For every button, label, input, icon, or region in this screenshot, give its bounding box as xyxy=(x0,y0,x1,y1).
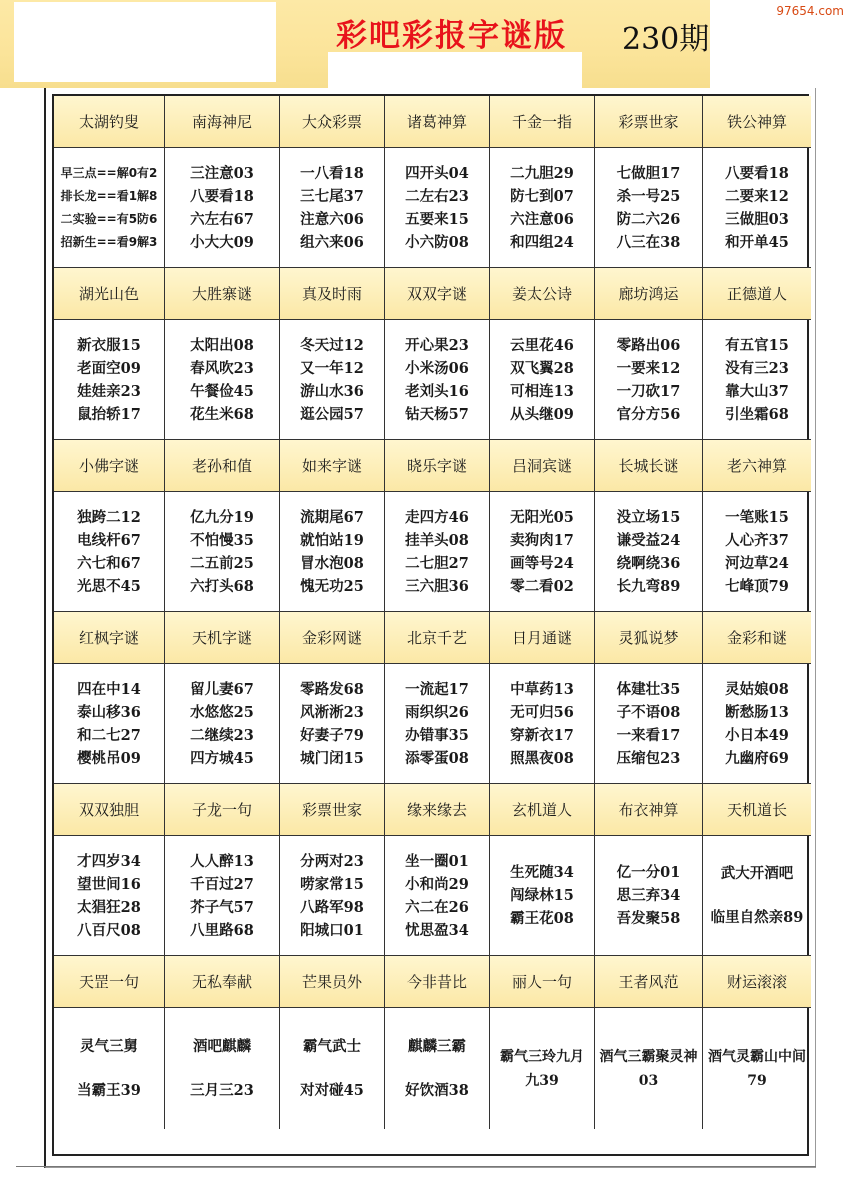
column-name-cell xyxy=(703,612,811,664)
prediction-line: 小大大09 xyxy=(190,233,254,251)
prediction-line: 八里路68 xyxy=(190,921,254,939)
prediction-line: 可相连13 xyxy=(510,382,574,400)
prediction-line: 三七尾37 xyxy=(300,187,364,205)
prediction-line: 挂羊头08 xyxy=(405,531,469,549)
prediction-cell xyxy=(595,664,703,784)
prediction-line: 压缩包23 xyxy=(616,749,681,767)
prediction-line: 防七到07 xyxy=(510,187,574,205)
header-blank-left xyxy=(14,2,276,82)
prediction-line: 和二七27 xyxy=(77,726,141,744)
prediction-line: 留儿妻67 xyxy=(190,680,254,698)
prediction-line: 七做胆17 xyxy=(616,164,681,182)
prediction-cell xyxy=(490,320,595,440)
prediction-line: 官分方56 xyxy=(616,405,681,423)
prediction-line: 没有三23 xyxy=(725,359,789,377)
column-name-cell xyxy=(595,268,703,320)
prediction-line: 三做胆03 xyxy=(725,210,789,228)
prediction-cell xyxy=(165,148,280,268)
prediction-line: 一流起17 xyxy=(405,680,469,698)
prediction-line: 招新生==看9解3 xyxy=(60,234,158,249)
prediction-cell xyxy=(703,1008,811,1129)
prediction-line: 武大开酒吧 xyxy=(720,865,794,883)
prediction-line: 照黑夜08 xyxy=(510,749,574,767)
column-name: 姜太公诗 xyxy=(511,285,572,303)
prediction-line: 好饮酒38 xyxy=(405,1082,469,1100)
prediction-cell xyxy=(703,320,811,440)
prediction-line: 光思不45 xyxy=(77,577,141,595)
column-name: 真及时雨 xyxy=(301,285,362,303)
column-name-cell xyxy=(165,956,280,1008)
prediction-line: 六二在26 xyxy=(405,898,469,916)
prediction-line: 二九胆29 xyxy=(510,164,574,182)
prediction-line: 六注意06 xyxy=(510,210,574,228)
prediction-line: 亿一分01 xyxy=(616,864,681,881)
prediction-line: 河边草24 xyxy=(725,554,789,572)
prediction-line: 望世间16 xyxy=(77,875,141,893)
column-name: 缘来缘去 xyxy=(406,801,467,819)
prediction-cell xyxy=(385,1008,490,1129)
prediction-line: 游山水36 xyxy=(300,382,364,400)
prediction-line: 冬天过12 xyxy=(300,336,364,354)
prediction-line: 四方城45 xyxy=(190,749,254,767)
prediction-cell xyxy=(703,664,811,784)
column-name-cell xyxy=(165,784,280,836)
column-name-cell xyxy=(54,784,165,836)
prediction-line: 娃娃亲23 xyxy=(77,382,141,400)
prediction-line: 断愁肠13 xyxy=(725,703,789,721)
column-name-cell xyxy=(703,440,811,492)
prediction-line: 零二看02 xyxy=(510,577,574,595)
prediction-line: 对对碰45 xyxy=(300,1082,364,1100)
column-name-cell xyxy=(165,96,280,148)
prediction-line: 亿九分19 xyxy=(190,508,254,526)
prediction-line: 才四岁34 xyxy=(77,852,141,870)
column-name: 太湖钓叟 xyxy=(78,113,139,131)
prediction-line: 又一年12 xyxy=(300,359,364,377)
prediction-line: 分两对23 xyxy=(300,852,364,870)
column-name-cell xyxy=(165,612,280,664)
prediction-cell xyxy=(385,492,490,612)
prediction-line: 好妻子79 xyxy=(300,726,364,744)
prediction-line: 酒吧麒麟 xyxy=(193,1037,251,1055)
prediction-line: 谦受益24 xyxy=(616,531,681,549)
prediction-cell xyxy=(490,664,595,784)
prediction-cell xyxy=(385,836,490,956)
prediction-cell xyxy=(165,320,280,440)
prediction-line: 八要看18 xyxy=(725,164,789,182)
prediction-line: 六打头68 xyxy=(190,577,254,595)
column-name: 北京千艺 xyxy=(406,629,467,647)
column-name: 南海神尼 xyxy=(191,113,252,131)
column-name: 彩票世家 xyxy=(618,113,679,131)
prediction-cell xyxy=(595,148,703,268)
prediction-line: 灵姑娘08 xyxy=(725,680,789,698)
prediction-line: 酒气三霸聚灵神03 xyxy=(599,1048,698,1089)
prediction-cell xyxy=(385,148,490,268)
prediction-line: 电线杆67 xyxy=(77,531,141,549)
prediction-line: 注意六06 xyxy=(300,210,364,228)
column-name: 丽人一句 xyxy=(511,973,572,991)
column-name-cell xyxy=(385,440,490,492)
prediction-cell xyxy=(595,1008,703,1129)
prediction-line: 小六防08 xyxy=(405,233,469,251)
prediction-line: 千百过27 xyxy=(190,875,254,893)
prediction-line: 钻天杨57 xyxy=(405,405,469,423)
prediction-line: 闯绿林15 xyxy=(510,887,574,904)
prediction-line: 组六来06 xyxy=(300,233,364,251)
prediction-line: 有五官15 xyxy=(725,336,789,354)
column-name-cell xyxy=(703,956,811,1008)
prediction-cell xyxy=(54,664,165,784)
column-name: 天机道长 xyxy=(726,801,787,819)
prediction-line: 没立场15 xyxy=(616,508,681,526)
prediction-line: 二要来12 xyxy=(725,187,789,205)
prediction-line: 午餐俭45 xyxy=(190,382,254,400)
prediction-line: 城门闭15 xyxy=(300,749,364,767)
prediction-line: 一要来12 xyxy=(616,359,681,377)
column-name: 双双字谜 xyxy=(406,285,467,303)
prediction-line: 八三在38 xyxy=(616,233,681,251)
column-name: 天罡一句 xyxy=(78,973,139,991)
column-name: 灵狐说梦 xyxy=(618,629,679,647)
column-name-cell xyxy=(54,440,165,492)
column-name-cell xyxy=(280,440,385,492)
prediction-line: 小米汤06 xyxy=(405,359,469,377)
column-name: 双双独胆 xyxy=(78,801,139,819)
prediction-cell xyxy=(703,148,811,268)
bottom-rule xyxy=(16,1166,816,1167)
prediction-cell xyxy=(165,492,280,612)
column-name: 诸葛神算 xyxy=(406,113,467,131)
prediction-line: 四开头04 xyxy=(405,164,469,182)
prediction-line: 思三弃34 xyxy=(616,887,681,904)
prediction-line: 子不语08 xyxy=(616,703,681,721)
column-name-cell xyxy=(595,612,703,664)
column-name: 老六神算 xyxy=(726,457,787,475)
prediction-line: 愧无功25 xyxy=(300,577,364,595)
prediction-line: 早三点==解0有2 xyxy=(60,165,158,180)
prediction-line: 穿新衣17 xyxy=(510,726,574,744)
column-name-cell xyxy=(165,268,280,320)
column-name: 长城长谜 xyxy=(618,457,679,475)
prediction-line: 人人醉13 xyxy=(190,852,254,870)
prediction-line: 云里花46 xyxy=(510,336,574,354)
prediction-line: 二实验==有5防6 xyxy=(60,211,158,226)
prediction-cell xyxy=(280,320,385,440)
column-name: 王者风范 xyxy=(618,973,679,991)
column-name: 无私奉献 xyxy=(191,973,252,991)
prediction-cell xyxy=(165,836,280,956)
prediction-cell xyxy=(490,492,595,612)
column-name-cell xyxy=(490,784,595,836)
prediction-line: 忧思盈34 xyxy=(405,921,469,939)
column-name: 玄机道人 xyxy=(511,801,572,819)
prediction-line: 阳城口01 xyxy=(300,921,364,939)
prediction-line: 开心果23 xyxy=(405,336,469,354)
prediction-cell xyxy=(165,1008,280,1129)
column-name-cell xyxy=(595,956,703,1008)
prediction-line: 小和尚29 xyxy=(405,875,469,893)
issue-number: 230期 xyxy=(622,22,710,57)
column-name: 铁公神算 xyxy=(726,113,787,131)
prediction-line: 生死随34 xyxy=(510,864,574,881)
prediction-line: 八百尺08 xyxy=(77,921,141,939)
prediction-cell xyxy=(280,664,385,784)
column-name-cell xyxy=(54,96,165,148)
column-name: 彩票世家 xyxy=(301,801,362,819)
prediction-line: 排长龙==看1解8 xyxy=(60,188,158,203)
column-name: 天机字谜 xyxy=(191,629,252,647)
prediction-cell xyxy=(280,1008,385,1129)
prediction-line: 画等号24 xyxy=(510,554,574,572)
prediction-cell xyxy=(385,320,490,440)
prediction-line: 花生米68 xyxy=(190,405,254,423)
prediction-line: 雨织织26 xyxy=(405,703,469,721)
prediction-line: 六左右67 xyxy=(190,210,254,228)
column-name-cell xyxy=(385,956,490,1008)
prediction-line: 人心齐37 xyxy=(725,531,789,549)
column-name: 吕洞宾谜 xyxy=(511,457,572,475)
prediction-cell xyxy=(490,1008,595,1129)
prediction-line: 添零蛋08 xyxy=(405,749,469,767)
column-name-cell xyxy=(280,96,385,148)
prediction-line: 霸气三玲九月九39 xyxy=(500,1048,584,1089)
prediction-line: 一刀砍17 xyxy=(616,382,681,400)
column-name: 千金一指 xyxy=(511,113,572,131)
prediction-line: 独跨二12 xyxy=(77,508,141,526)
prediction-line: 临里自然亲89 xyxy=(710,908,804,926)
prediction-line: 酒气灵霸山中间79 xyxy=(708,1048,806,1089)
prediction-line: 和开单45 xyxy=(725,233,789,251)
column-name: 小佛字谜 xyxy=(78,457,139,475)
column-name-cell xyxy=(703,268,811,320)
prediction-line: 不怕慢35 xyxy=(190,531,254,549)
column-name-cell xyxy=(490,268,595,320)
prediction-cell xyxy=(280,836,385,956)
prediction-line: 双飞翼28 xyxy=(510,359,574,377)
column-name-cell xyxy=(703,784,811,836)
prediction-line: 三月三23 xyxy=(190,1082,254,1100)
column-name: 大众彩票 xyxy=(301,113,362,131)
column-name: 红枫字谜 xyxy=(78,629,139,647)
riddle-table xyxy=(52,94,809,1156)
prediction-cell xyxy=(54,836,165,956)
column-name: 老孙和值 xyxy=(191,457,252,475)
prediction-line: 鼠抬轿17 xyxy=(77,405,141,423)
prediction-line: 新衣服15 xyxy=(77,336,141,354)
column-name-cell xyxy=(54,956,165,1008)
column-name: 子龙一句 xyxy=(191,801,252,819)
prediction-cell xyxy=(54,148,165,268)
column-name-cell xyxy=(595,784,703,836)
column-name-cell xyxy=(703,96,811,148)
prediction-cell xyxy=(490,836,595,956)
prediction-line: 无可归56 xyxy=(510,703,574,721)
prediction-line: 老刘头16 xyxy=(405,382,469,400)
prediction-line: 春风吹23 xyxy=(190,359,254,377)
prediction-cell xyxy=(703,836,811,956)
prediction-cell xyxy=(490,148,595,268)
prediction-line: 办错事35 xyxy=(405,726,469,744)
prediction-line: 三六胆36 xyxy=(405,577,469,595)
prediction-line: 二七胆27 xyxy=(405,554,469,572)
header-blank-mid xyxy=(328,52,582,88)
column-name-cell xyxy=(54,612,165,664)
prediction-cell xyxy=(280,148,385,268)
prediction-cell xyxy=(385,664,490,784)
prediction-line: 防二六26 xyxy=(616,210,681,228)
prediction-cell xyxy=(54,320,165,440)
prediction-line: 三注意03 xyxy=(190,164,254,182)
prediction-line: 一笔账15 xyxy=(725,508,789,526)
column-name-cell xyxy=(490,612,595,664)
prediction-line: 中草药13 xyxy=(510,680,574,698)
prediction-line: 当霸王39 xyxy=(77,1082,141,1100)
column-name-cell xyxy=(595,96,703,148)
prediction-line: 逛公园57 xyxy=(300,405,364,423)
column-name-cell xyxy=(385,268,490,320)
prediction-line: 七峰顶79 xyxy=(725,577,789,595)
prediction-cell xyxy=(595,492,703,612)
prediction-line: 坐一圈01 xyxy=(405,852,469,870)
column-name: 芒果员外 xyxy=(301,973,362,991)
prediction-line: 二左右23 xyxy=(405,187,469,205)
prediction-line: 四在中14 xyxy=(77,680,141,698)
prediction-cell xyxy=(54,492,165,612)
prediction-line: 小日本49 xyxy=(725,726,789,744)
prediction-line: 走四方46 xyxy=(405,508,469,526)
column-name-cell xyxy=(165,440,280,492)
prediction-line: 长九弯89 xyxy=(616,577,681,595)
prediction-line: 九幽府69 xyxy=(725,749,789,767)
prediction-line: 无阳光05 xyxy=(510,508,574,526)
prediction-line: 就怕站19 xyxy=(300,531,364,549)
prediction-line: 卖狗肉17 xyxy=(510,531,574,549)
prediction-line: 灵气三舅 xyxy=(80,1037,138,1055)
column-name-cell xyxy=(385,784,490,836)
prediction-line: 和四组24 xyxy=(510,233,574,251)
prediction-line: 靠大山37 xyxy=(725,382,789,400)
column-name-cell xyxy=(280,956,385,1008)
column-name: 如来字谜 xyxy=(301,457,362,475)
column-name-cell xyxy=(490,440,595,492)
column-name-cell xyxy=(280,268,385,320)
prediction-line: 吾发聚58 xyxy=(616,910,681,927)
prediction-line: 零路发68 xyxy=(300,680,364,698)
prediction-line: 六七和67 xyxy=(77,554,141,572)
column-name-cell xyxy=(385,96,490,148)
prediction-line: 霸气武士 xyxy=(303,1037,361,1055)
column-name: 今非昔比 xyxy=(406,973,467,991)
prediction-line: 芥子气57 xyxy=(190,898,254,916)
prediction-cell xyxy=(54,1008,165,1129)
prediction-line: 八路军98 xyxy=(300,898,364,916)
column-name-cell xyxy=(490,956,595,1008)
prediction-line: 樱桃吊09 xyxy=(77,749,141,767)
column-name-cell xyxy=(490,96,595,148)
column-name: 布衣神算 xyxy=(618,801,679,819)
prediction-line: 二五前25 xyxy=(190,554,254,572)
prediction-line: 唠家常15 xyxy=(300,875,364,893)
prediction-line: 一八看18 xyxy=(300,164,364,182)
prediction-line: 八要看18 xyxy=(190,187,254,205)
column-name-cell xyxy=(595,440,703,492)
prediction-line: 泰山移36 xyxy=(77,703,141,721)
prediction-line: 杀一号25 xyxy=(616,187,681,205)
column-name: 湖光山色 xyxy=(78,285,139,303)
prediction-line: 太阳出08 xyxy=(190,336,254,354)
column-name: 日月通谜 xyxy=(511,629,572,647)
prediction-line: 体建壮35 xyxy=(616,680,681,698)
prediction-line: 引坐霜68 xyxy=(725,405,789,423)
column-name-cell xyxy=(280,784,385,836)
prediction-line: 麒麟三霸 xyxy=(408,1037,466,1055)
prediction-cell xyxy=(595,836,703,956)
column-name: 廊坊鸿运 xyxy=(618,285,679,303)
prediction-line: 五要来15 xyxy=(405,210,469,228)
prediction-line: 水悠悠25 xyxy=(190,703,254,721)
prediction-line: 霸王花08 xyxy=(510,910,574,927)
prediction-line: 一来看17 xyxy=(616,726,681,744)
prediction-line: 从头继09 xyxy=(510,405,574,423)
site-watermark: 97654.com xyxy=(776,4,844,18)
prediction-line: 风淅淅23 xyxy=(300,703,364,721)
prediction-line: 冒水泡08 xyxy=(300,554,364,572)
prediction-line: 太猖狂28 xyxy=(77,898,141,916)
column-name: 金彩和谜 xyxy=(726,629,787,647)
column-name: 晓乐字谜 xyxy=(406,457,467,475)
column-name: 财运滚滚 xyxy=(726,973,787,991)
column-name-cell xyxy=(280,612,385,664)
prediction-cell xyxy=(165,664,280,784)
prediction-cell xyxy=(703,492,811,612)
prediction-cell xyxy=(595,320,703,440)
column-name: 大胜寨谜 xyxy=(191,285,252,303)
column-name-cell xyxy=(54,268,165,320)
prediction-cell xyxy=(280,492,385,612)
page-title: 彩吧彩报字谜版 xyxy=(336,18,567,54)
column-name: 正德道人 xyxy=(726,285,787,303)
prediction-line: 绕啊绕36 xyxy=(616,554,681,572)
prediction-line: 零路出06 xyxy=(616,336,681,354)
prediction-line: 二继续23 xyxy=(190,726,254,744)
column-name: 金彩网谜 xyxy=(301,629,362,647)
column-name-cell xyxy=(385,612,490,664)
prediction-line: 流期尾67 xyxy=(300,508,364,526)
prediction-line: 老面空09 xyxy=(77,359,141,377)
